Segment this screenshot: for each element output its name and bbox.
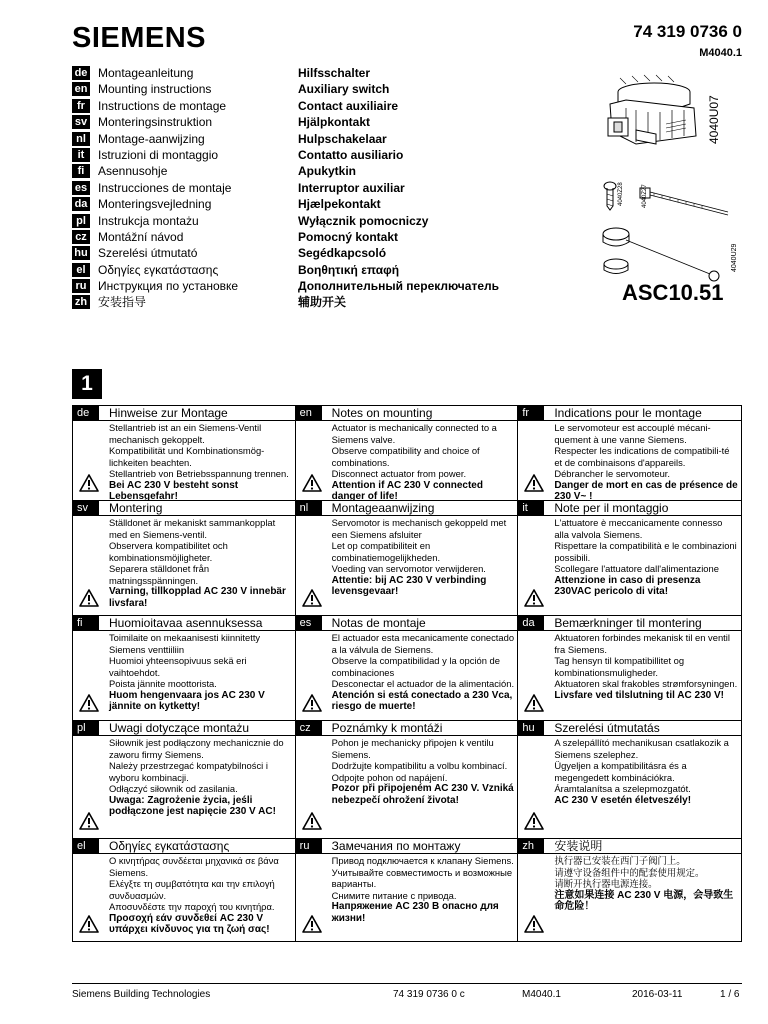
warning-text: Livsfare ved tilslutning til AC 230 V! <box>554 689 724 701</box>
warning-triangle-icon <box>524 812 544 830</box>
instruction-title: 安装指导 <box>98 295 147 310</box>
note-title: Montering <box>109 501 163 515</box>
language-code: nl <box>296 501 322 515</box>
note-header <box>296 616 518 631</box>
note-line: Aktuatoren forbindes mekanisk til en ventil fra Siemens. <box>554 632 730 655</box>
language-code: cz <box>72 230 90 244</box>
siemens-logo: SIEMENS <box>72 22 207 54</box>
note-title: Poznámky k montáži <box>331 721 443 735</box>
warning-text: Pozor při připojeném AC 230 V. Vzniká nebezpečí ohrožení života! <box>331 783 514 806</box>
warning-triangle-icon <box>79 915 99 933</box>
warning-triangle-icon <box>302 474 322 492</box>
product-name: Interruptor auxiliar <box>298 180 405 195</box>
product-name: Contact auxiliaire <box>298 98 399 113</box>
language-code: fi <box>72 164 90 178</box>
language-code: en <box>72 82 90 96</box>
note-body <box>554 631 739 701</box>
instruction-title: Mounting instructions <box>98 82 212 97</box>
warning-text: AC 230 V esetén életveszély! <box>554 794 692 806</box>
instruction-title: Istruzioni di montaggio <box>98 147 219 162</box>
note-line: Observera kompatibilitet och kombinationsmöjligheter. <box>109 540 228 563</box>
note-body <box>109 631 293 713</box>
note-title: Bemærkninger til montering <box>554 616 702 630</box>
product-name: Auxiliary switch <box>298 82 390 97</box>
product-name: Wyłącznik pomocniczy <box>298 213 429 228</box>
device-illustration <box>596 74 746 298</box>
note-cell-pl <box>73 721 296 839</box>
document-code: M4040.1 <box>699 47 742 59</box>
note-cell-fr <box>518 406 741 501</box>
warning-triangle-icon <box>302 589 322 607</box>
warning-triangle-icon <box>302 694 322 712</box>
note-line: Odłączyć siłownik od zasilania. <box>109 783 238 794</box>
note-header <box>296 406 518 421</box>
instruction-title: Инструкция по установке <box>98 279 239 294</box>
note-line: Observe compatibility and choice of combinations. <box>331 445 480 468</box>
note-cell-da <box>518 616 741 721</box>
note-header <box>518 839 741 854</box>
language-code: it <box>72 148 90 162</box>
warning-text: Danger de mort en cas de présence de 230 V~ ! <box>554 479 738 501</box>
note-line: Stellantrieb ist an ein Siemens-Ventil mechanisch gekoppelt. <box>109 422 262 445</box>
instruction-title: Οδηγίες εγκατάστασης <box>98 262 219 277</box>
note-line: Aktuatoren skal frakobles strømforsyningen. <box>554 678 738 689</box>
warning-triangle-icon <box>79 694 99 712</box>
note-line: Voeding van servomotor verwijderen. <box>331 563 486 574</box>
note-body <box>109 421 293 501</box>
mounting-notes-table <box>72 405 742 942</box>
note-body <box>554 421 739 501</box>
product-name: 辅助开关 <box>298 295 347 310</box>
note-line: Servomotor is mechanisch gekoppeld met een Siemens afsluiter <box>331 517 507 540</box>
note-body <box>109 516 293 609</box>
note-header <box>518 616 741 631</box>
language-code: it <box>518 501 544 515</box>
section-number: 1 <box>72 369 102 399</box>
note-cell-ru <box>296 839 519 941</box>
language-code: fr <box>518 406 544 420</box>
auxiliary-switch-drawing <box>608 75 696 144</box>
warning-triangle-icon <box>79 812 99 830</box>
instruction-title: Montážní návod <box>98 229 184 244</box>
note-line: Снимите питание с привода. <box>331 889 457 901</box>
warning-text: Напряжение AC 230 В опасно для жизни! <box>331 901 499 924</box>
footer-date: 2016-03-11 <box>632 989 683 1000</box>
cable-tie-drawing <box>640 188 728 215</box>
warning-text: Huom hengenvaara jos AC 230 V jännite on kytketty! <box>109 689 265 712</box>
note-body <box>332 421 516 501</box>
warning-triangle-icon <box>302 915 322 933</box>
language-code: sv <box>72 115 90 129</box>
product-name: Apukytkin <box>298 164 357 179</box>
note-line: Toimilaite on mekaanisesti kiinnitetty Siemens venttiiliin <box>109 632 261 655</box>
note-title: Uwagi dotyczące montażu <box>109 721 250 735</box>
note-body <box>332 631 516 713</box>
note-title: Замечания по монтажу <box>331 839 461 853</box>
cap-drawing <box>603 228 719 281</box>
note-title: Hinweise zur Montage <box>109 406 228 420</box>
note-body <box>332 736 516 806</box>
note-cell-en <box>296 406 519 501</box>
footer-rule <box>72 983 742 984</box>
note-line: Siłownik jest podłączony mechanicznie do zaworu firmy Siemens. <box>109 737 284 760</box>
note-cell-sv <box>73 501 296 616</box>
note-cell-fi <box>73 616 296 721</box>
figure-label-cap: 4040U29 <box>731 243 738 272</box>
warning-text: 注意如果连接 AC 230 V 电源，会导致生命危险！ <box>554 889 734 912</box>
instruction-title: Montageanleitung <box>98 66 194 80</box>
product-name: Hjälpkontakt <box>298 115 371 130</box>
language-code: pl <box>73 721 99 735</box>
note-line: A szelepállító mechanikusan csatlakozik a Siemens szelephez. <box>554 737 729 760</box>
note-body <box>332 516 516 598</box>
language-code: fi <box>73 616 99 630</box>
language-code: zh <box>72 295 90 309</box>
note-line: Ο κινητήρας συνδέεται μηχανικά σε βάνα Siemens. <box>109 855 279 878</box>
note-title: Notas de montaje <box>331 616 426 630</box>
note-line: Kompatibilität und Kombinationsmög-lichkeiten beachten. <box>109 445 265 468</box>
note-line: Rispettare la compatibilità e le combinazioni possibili. <box>554 540 737 563</box>
warning-text: Bei AC 230 V besteht sonst Lebensgefahr! <box>109 479 239 501</box>
instruction-title: Monteringsvejledning <box>98 197 212 212</box>
note-line: Poista jännite moottorista. <box>109 678 217 689</box>
warning-triangle-icon <box>524 589 544 607</box>
note-line: El actuador esta mecanicamente conectado a la válvula de Siemens. <box>331 632 515 655</box>
language-code: da <box>518 616 544 630</box>
note-title: Montageaanwijzing <box>331 501 435 515</box>
note-line: Ügyeljen a kompatibilitásra és a megengedett kombinációkra. <box>554 760 687 783</box>
note-line: Αποσυνδέστε την παροχή του κινητήρα. <box>109 901 275 912</box>
note-cell-cz <box>296 721 519 839</box>
note-cell-de <box>73 406 296 501</box>
warning-text: Attenzione in caso di presenza 230VAC pericolo di vita! <box>554 574 701 597</box>
note-header <box>73 839 295 854</box>
note-cell-el <box>73 839 296 941</box>
instruction-title: Asennusohje <box>98 164 168 179</box>
note-header <box>518 501 741 516</box>
language-code: de <box>73 406 99 420</box>
note-line: Scollegare l'attuatore dall'alimentazione <box>554 563 719 574</box>
note-body <box>109 736 293 818</box>
note-line: Ελέγξτε τη συμβατότητα και την επιλογή συνδυασμών. <box>109 878 275 901</box>
note-title: 安装说明 <box>554 839 603 853</box>
note-header <box>73 721 295 736</box>
note-line: Należy przestrzegać kompatybilności i wyboru kombinacji. <box>109 760 268 783</box>
language-code: hu <box>518 721 544 735</box>
instruction-title: Szerelési útmutató <box>98 246 198 261</box>
note-line: Respecter les indications de compatibili-té et de combinaisons d'appareils. <box>554 445 730 468</box>
language-code: cz <box>296 721 322 735</box>
note-line: Huomioi yhteensopivuus sekä eri vaihtoehdot. <box>109 655 247 678</box>
footer-doc-code: M4040.1 <box>522 989 561 1000</box>
product-name: Hilfsschalter <box>298 66 371 80</box>
language-code: pl <box>72 214 90 228</box>
language-code: sv <box>73 501 99 515</box>
warning-triangle-icon <box>524 915 544 933</box>
note-cell-zh <box>518 839 741 941</box>
language-code: ru <box>72 279 90 293</box>
note-line: 请断开执行器电源连接。 <box>554 878 658 889</box>
product-name: Contatto ausiliario <box>298 147 404 162</box>
note-body <box>554 736 739 806</box>
warning-triangle-icon <box>79 589 99 607</box>
note-line: Disconnect actuator from power. <box>331 468 467 479</box>
note-header <box>296 501 518 516</box>
instruction-title: Monteringsinstruktion <box>98 115 213 130</box>
note-title: Indications pour le montage <box>554 406 702 420</box>
note-cell-it <box>518 501 741 616</box>
language-code: ru <box>296 839 322 853</box>
note-body <box>554 516 739 598</box>
footer-page: 1 / 6 <box>720 989 740 1000</box>
product-name: Pomocný kontakt <box>298 229 399 244</box>
footer-company: Siemens Building Technologies <box>72 989 211 1000</box>
note-line: Dodržujte kompatibilitu a volbu kombinací. <box>331 760 508 771</box>
warning-triangle-icon <box>302 812 322 830</box>
language-code: de <box>72 66 90 80</box>
note-cell-es <box>296 616 519 721</box>
product-name: Hjælpekontakt <box>298 197 381 212</box>
language-code: nl <box>72 132 90 146</box>
language-code: en <box>296 406 322 420</box>
note-title: Szerelési útmutatás <box>554 721 660 735</box>
note-header <box>73 501 295 516</box>
warning-triangle-icon <box>524 694 544 712</box>
note-header <box>518 406 741 421</box>
product-name: Βοηθητική επαφή <box>298 262 400 277</box>
note-line: 执行器已安装在西门子阀门上。 <box>554 855 686 866</box>
warning-text: Attentie: bij AC 230 V verbinding levensgevaar! <box>331 574 487 597</box>
note-cell-nl <box>296 501 519 616</box>
note-title: Note per il montaggio <box>554 501 669 515</box>
note-body <box>332 854 516 924</box>
language-code: hu <box>72 246 90 260</box>
language-code: el <box>72 263 90 277</box>
warning-text: Varning, tillkopplad AC 230 V innebär livsfara! <box>109 586 286 609</box>
model-number: ASC10.51 <box>622 280 724 305</box>
note-body <box>554 854 739 913</box>
warning-text: Attention if AC 230 V connected danger of life! <box>331 479 483 501</box>
language-code: fr <box>72 99 90 113</box>
language-code: da <box>72 197 90 211</box>
note-line: L'attuatore è meccanicamente connesso alla valvola Siemens. <box>554 517 723 540</box>
note-line: Ställdonet är mekaniskt sammankopplat med en Siemens-ventil. <box>109 517 276 540</box>
note-title: Huomioitavaa asennuksessa <box>109 616 263 630</box>
note-line: Separera ställdonet från matningsspänningen. <box>109 563 210 586</box>
note-header <box>73 616 295 631</box>
product-name: Hulpschakelaar <box>298 131 387 146</box>
note-line: Учитывайте совместимость и возможные варианты. <box>331 866 513 889</box>
footer-doc-ref: 74 319 0736 0 c <box>393 989 465 1000</box>
note-header <box>296 839 518 854</box>
note-line: Odpojte pohon od napájení. <box>331 771 448 783</box>
warning-triangle-icon <box>79 474 99 492</box>
language-code: zh <box>518 839 544 853</box>
instruction-title: Instrukcja montażu <box>98 213 199 228</box>
note-line: Stellantrieb von Betriebsspannung trennen. <box>109 468 289 479</box>
note-line: Let op compatibiliteit en combinatiemogelijkheden. <box>331 540 441 563</box>
note-header <box>73 406 295 421</box>
note-header <box>296 721 518 736</box>
instruction-title: Instrucciones de montaje <box>98 180 232 195</box>
note-line: Observe la compatibilidad y la opción de combinaciones <box>331 655 500 678</box>
note-line: Débrancher le servomoteur. <box>554 468 671 479</box>
note-line: Привод подключается к клапану Siemens. <box>331 855 514 866</box>
warning-text: Προσοχή εάν συνδεθεί AC 230 V υπάρχει κίνδυνος για τη ζωή σας! <box>109 912 270 935</box>
screw-drawing <box>604 182 616 210</box>
note-line: 请遵守设备组件中的配套使用规定。 <box>554 866 705 878</box>
warning-text: Atención si está conectado a 230 Vca, riesgo de muerte! <box>331 689 513 712</box>
product-name: Дополнительный переключатель <box>298 279 499 294</box>
language-code: es <box>296 616 322 630</box>
note-line: Actuator is mechanically connected to a Siemens valve. <box>331 422 497 445</box>
note-line: Desconectar el actuador de la alimentación. <box>331 678 515 689</box>
product-name: Segédkapcsoló <box>298 246 387 261</box>
note-title: Notes on mounting <box>331 406 433 420</box>
warning-text: Uwaga: Zagrożenie życia, jeśli podłączone jest napięcie 230 V AC! <box>109 794 276 817</box>
instruction-title: Montage-aanwijzing <box>98 131 205 146</box>
note-line: Áramtalanítsa a szelepmozgatót. <box>554 783 691 794</box>
note-cell-hu <box>518 721 741 839</box>
language-code: el <box>73 839 99 853</box>
note-line: Le servomoteur est accouplé mécani-quement à une vanne Siemens. <box>554 422 711 445</box>
note-body <box>109 854 293 936</box>
warning-triangle-icon <box>524 474 544 492</box>
figure-label-screw: 4040Z28 <box>618 182 624 206</box>
figure-label-tie: 4040Z27 <box>642 184 648 208</box>
note-line: Pohon je mechanicky připojen k ventilu Siemens. <box>331 737 494 760</box>
instruction-title: Instructions de montage <box>98 98 227 113</box>
note-title: Οδηγίες εγκατάστασης <box>109 839 230 853</box>
note-line: Tag hensyn til kompatibillitet og kombinationsmuligheder. <box>554 655 685 678</box>
language-code: es <box>72 181 90 195</box>
document-number: 74 319 0736 0 <box>633 22 742 41</box>
note-header <box>518 721 741 736</box>
figure-label-main: 4040U07 <box>707 95 721 144</box>
